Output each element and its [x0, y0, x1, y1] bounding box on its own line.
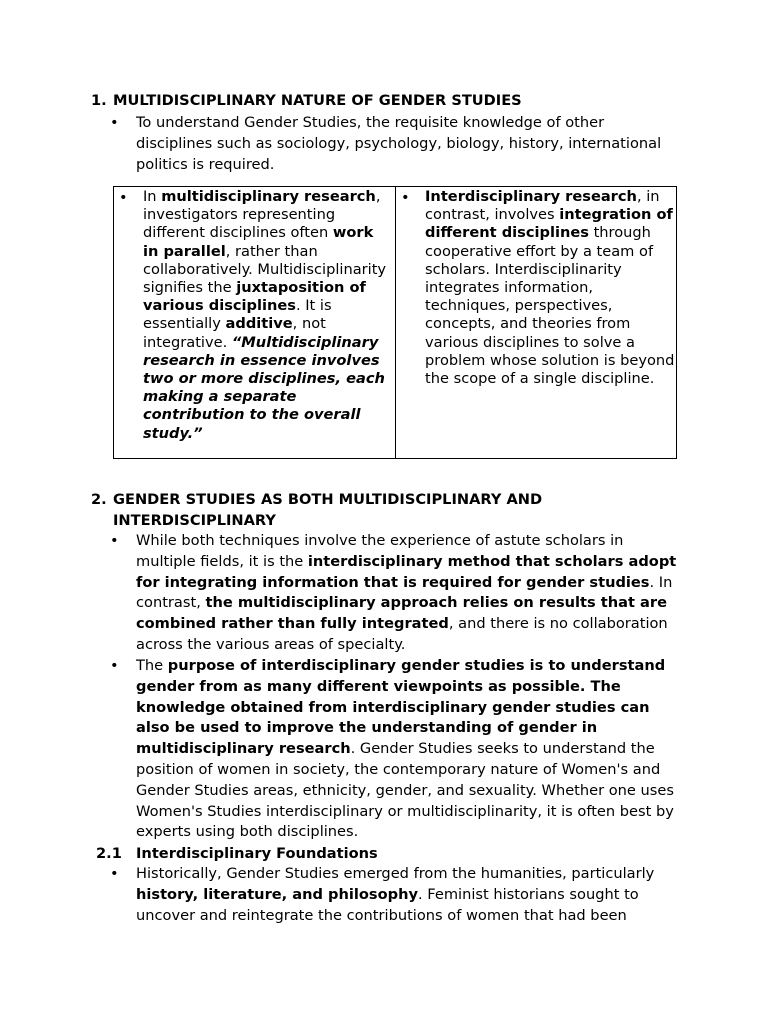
text-run: While both techniques involve the experience of astute scholars in multiple fields, it is the [136, 532, 624, 570]
bullet-glyph: • [110, 532, 119, 549]
section-2-title: GENDER STUDIES AS BOTH MULTIDISCIPLINARY AND INTERDISCIPLINARY [113, 491, 543, 529]
text-run: , in contrast, involves [425, 188, 660, 224]
text-run: . Feminist historians sought to uncover and reintegrate the contributions of women that had been [136, 885, 639, 924]
text-run: . In contrast, [136, 573, 673, 612]
subsection-2-1-title: Interdisciplinary Foundations [136, 845, 378, 862]
text-run: through cooperative effort by a team of scholars. Interdisciplinarity integrates information, techniques, perspectives, concepts, and theories from various disciplines to solve a problem whose solution is beyond the scope of a single discipline. [425, 224, 675, 388]
interdisciplinary-text [425, 188, 675, 388]
bullet-glyph: • [401, 189, 410, 206]
subsection-2-1-bullet-text [136, 864, 681, 926]
bullet-glyph: • [110, 114, 119, 131]
bold-run: integration of different disciplines [425, 206, 673, 242]
section-1-number: 1. [91, 92, 107, 109]
table-cell-interdisciplinary [396, 187, 676, 458]
subsection-2-1-number: 2.1 [96, 845, 122, 862]
bold-run: Interdisciplinary research [425, 188, 637, 205]
section-1-bullet-text: To understand Gender Studies, the requisite knowledge of other disciplines such as sociology, psychology, biology, history, international politics is required. [136, 114, 662, 173]
bold-run: additive [225, 315, 293, 333]
bold-run: history, literature, and philosophy [136, 885, 418, 903]
multidisciplinary-text [143, 188, 391, 443]
text-run: The [136, 657, 168, 674]
section-2-bullet-2-text [136, 656, 681, 843]
bold-run: purpose of interdisciplinary gender studies is to understand gender from as many different viewpoints as possible. The knowledge obtained from interdisciplinary gender studies can also be used to improve the understanding of gender in multidisciplinary research [136, 657, 666, 758]
bold-run: the multidisciplinary approach relies on results that are combined rather than fully integrated [136, 594, 667, 633]
comparison-table [113, 186, 677, 459]
text-run: . It is essentially [143, 297, 332, 333]
bold-run: juxtaposition of various disciplines [143, 279, 366, 315]
text-run: , investigators representing different disciplines often [143, 188, 381, 242]
text-run: , and there is no collaboration across the various areas of specialty. [136, 615, 668, 653]
bold-run: work in parallel [143, 224, 374, 260]
bullet-glyph: • [119, 189, 128, 206]
quote-run: “Multidisciplinary research in essence involves two or more disciplines, each making a separate contribution to the overall study.” [143, 333, 385, 442]
text-run: . Gender Studies seeks to understand the position of women in society, the contemporary nature of Women's and Gender Studies areas, ethnicity, gender, and sexuality. Whether one uses Women's Studies interdisciplinary or multidisciplinarity, it is often best by experts using both disciplines. [136, 740, 674, 841]
text-run: , not integrative. [143, 315, 326, 351]
section-2-bullet-1-text [136, 531, 681, 656]
bold-run: multidisciplinary research [161, 188, 376, 205]
bullet-glyph: • [110, 657, 119, 674]
text-run: In [143, 188, 162, 205]
bullet-glyph: • [110, 865, 119, 882]
section-2-number: 2. [91, 491, 107, 508]
table-cell-multidisciplinary [114, 187, 396, 458]
text-run: , rather than collaboratively. Multidisciplinarity signifies the [143, 242, 387, 297]
text-run: Historically, Gender Studies emerged from the humanities, particularly [136, 865, 655, 882]
section-1-title: MULTIDISCIPLINARY NATURE OF GENDER STUDIES [113, 92, 522, 109]
bold-run: interdisciplinary method that scholars adopt for integrating information that is required for gender studies [136, 552, 677, 591]
